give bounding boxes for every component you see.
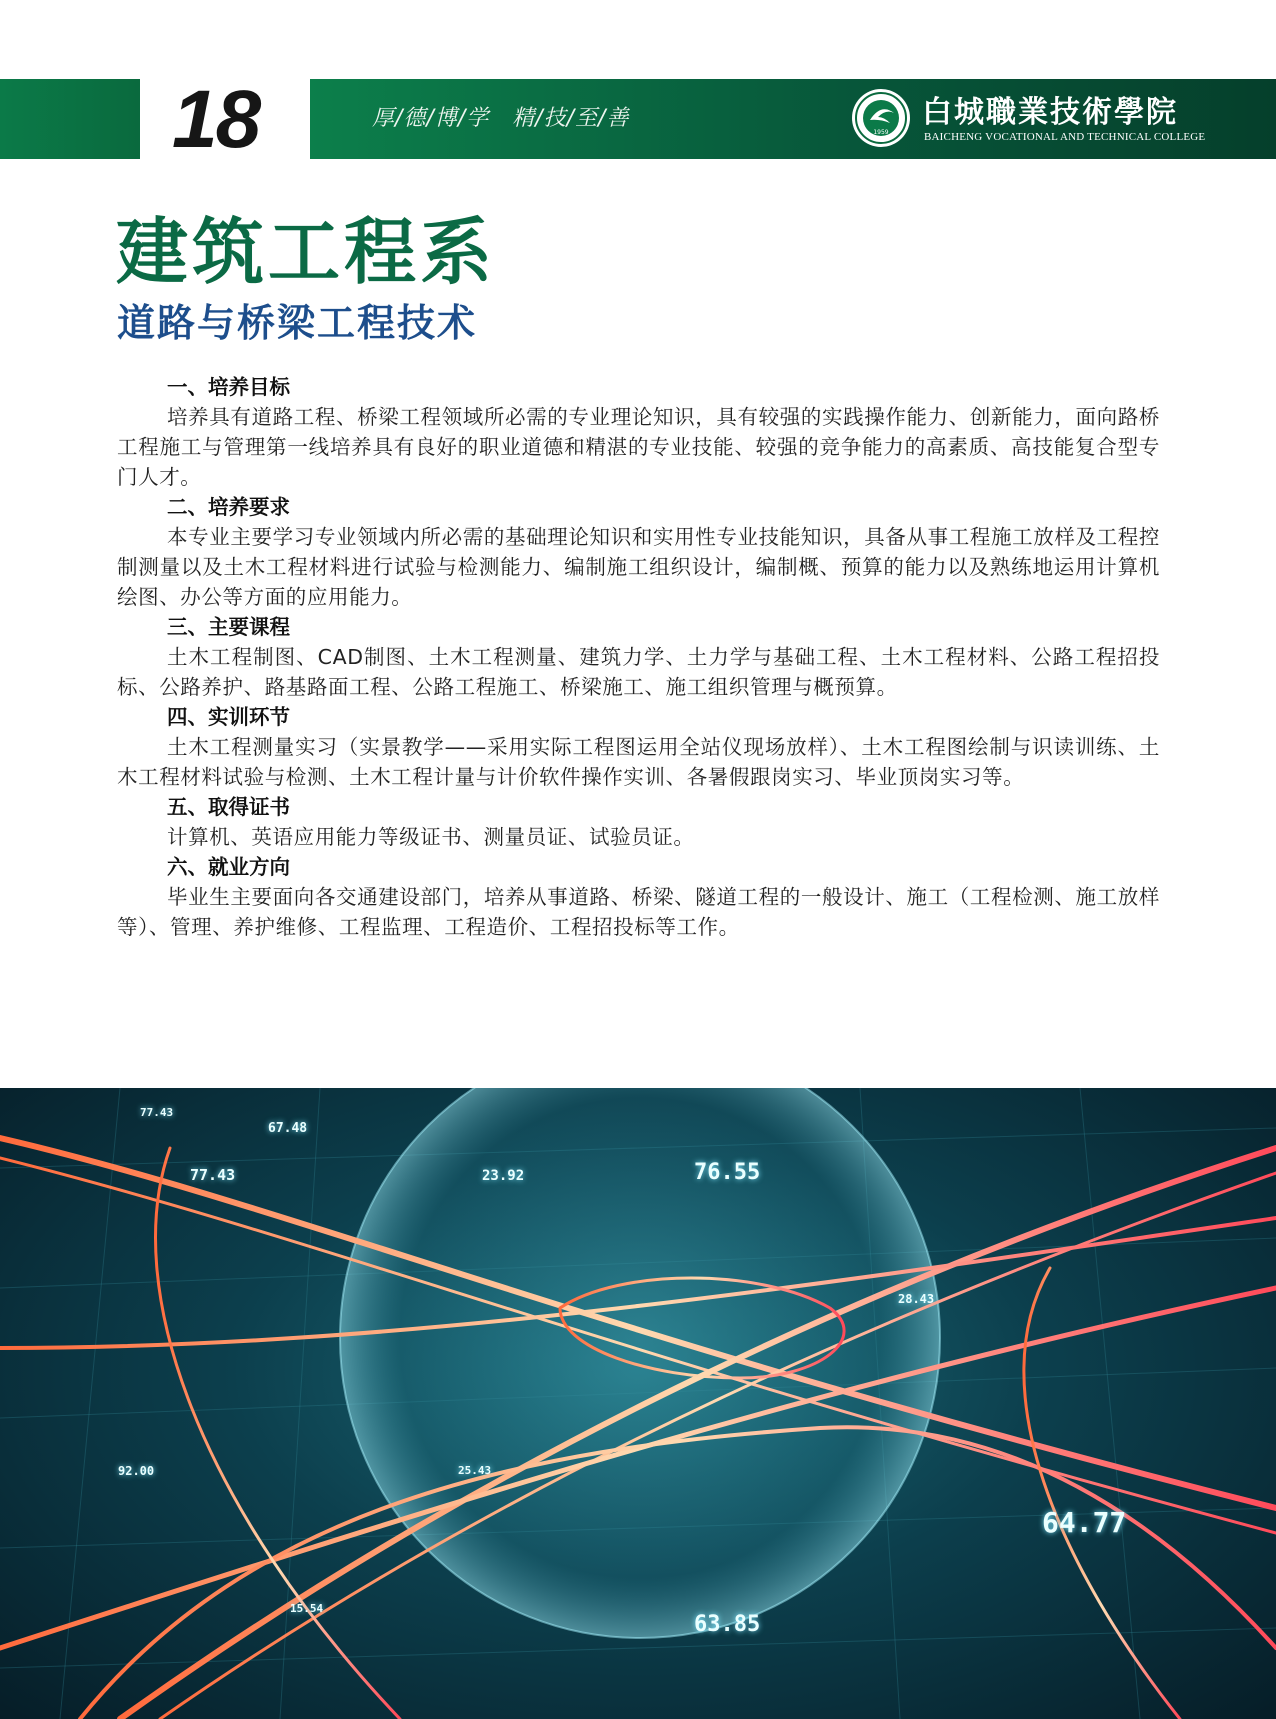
overlay-number: 76.55 <box>694 1160 761 1185</box>
section-heading: 四、实训环节 <box>167 705 290 729</box>
overlay-number: 15.54 <box>290 1602 324 1615</box>
svg-text:1959: 1959 <box>873 129 889 136</box>
college-name-english: BAICHENG VOCATIONAL AND TECHNICAL COLLEGE <box>924 131 1206 143</box>
overlay-number: 77.43 <box>140 1106 174 1119</box>
section-goals <box>117 372 1160 492</box>
overlay-number: 63.85 <box>694 1612 761 1637</box>
overlay-number: 92.00 <box>118 1464 155 1478</box>
section-requirements <box>117 492 1160 612</box>
program-description <box>117 372 1160 942</box>
page-number: 18 <box>172 74 260 165</box>
section-body: 土木工程测量实习（实景教学——采用实际工程图运用全站仪现场放样）、土木工程图绘制与识读训练、土木工程材料试验与检测、土木工程计量与计价软件操作实训、各暑假跟岗实习、毕业顶岗实习等。 <box>117 735 1160 789</box>
highway-interchange-photo <box>0 1088 1276 1719</box>
section-body: 计算机、英语应用能力等级证书、测量员证、试验员证。 <box>167 825 695 849</box>
section-training <box>117 702 1160 792</box>
section-heading: 三、主要课程 <box>167 615 290 639</box>
section-heading: 一、培养目标 <box>167 375 290 399</box>
section-heading: 六、就业方向 <box>167 855 290 879</box>
header-band-left <box>0 79 140 159</box>
overlay-number: 67.48 <box>268 1121 308 1136</box>
overlay-number: 64.77 <box>1042 1506 1127 1539</box>
college-emblem-icon <box>850 87 912 149</box>
section-body: 培养具有道路工程、桥梁工程领域所必需的专业理论知识，具有较强的实践操作能力、创新能力，面向路桥工程施工与管理第一线培养具有良好的职业道德和精湛的专业技能、较强的竞争能力的高素质、高技能复合型专门人才。 <box>117 405 1160 489</box>
section-courses <box>117 612 1160 702</box>
section-heading: 二、培养要求 <box>167 495 290 519</box>
section-heading: 五、取得证书 <box>167 795 290 819</box>
overlay-number: 23.92 <box>482 1168 525 1184</box>
college-name-chinese: 白城職業技術學院 <box>922 95 1178 130</box>
section-body: 毕业生主要面向各交通建设部门，培养从事道路、桥梁、隧道工程的一般设计、施工（工程检测、施工放样等）、管理、养护维修、工程监理、工程造价、工程招投标等工作。 <box>117 885 1160 939</box>
major-title: 道路与桥梁工程技术 <box>117 301 478 345</box>
overlay-number: 25.43 <box>458 1464 492 1477</box>
section-body: 土木工程制图、CAD制图、土木工程测量、建筑力学、土力学与基础工程、土木工程材料、公路工程招投标、公路养护、路基路面工程、公路工程施工、桥梁施工、施工组织管理与概预算。 <box>117 645 1160 699</box>
section-employment <box>117 852 1160 942</box>
overlay-number: 28.43 <box>898 1292 935 1306</box>
section-body: 本专业主要学习专业领域内所必需的基础理论知识和实用性专业技能知识，具备从事工程施工放样及工程控制测量以及土木工程材料进行试验与检测能力、编制施工组织设计，编制概、预算的能力以及熟练地运用计算机绘图、办公等方面的应用能力。 <box>117 525 1160 609</box>
section-certificates <box>117 792 1160 852</box>
overlay-number: 77.43 <box>190 1166 236 1184</box>
school-motto: 厚/德/博/学 精/技/至/善 <box>372 106 630 131</box>
department-title: 建筑工程系 <box>116 210 497 294</box>
